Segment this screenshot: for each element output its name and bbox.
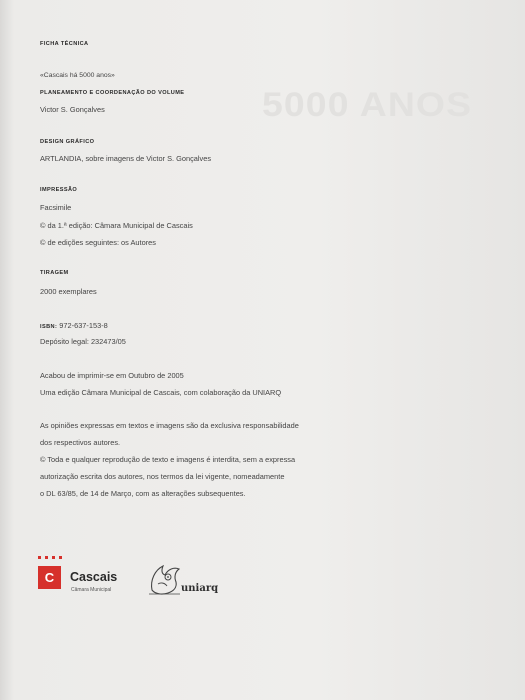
planning-name: Victor S. Gonçalves [40,105,105,114]
run-heading: TIRAGEM [40,270,69,276]
rights-line: As opiniões expressas em textos e imagens são da exclusiva responsabilidade [40,421,299,430]
print-line: Facsimile [40,203,72,212]
isbn-value: 972-637-153-8 [59,321,108,330]
isbn-line [40,321,108,330]
rights-line: o DL 63/85, de 14 de Março, com as alterações subsequentes. [40,489,246,498]
cascais-logo-dots [38,556,62,559]
cascais-logo-subtitle: Câmara Municipal [71,587,112,593]
rights-line: autorização escrita dos autores, nos termos da lei vigente, nomeadamente [40,472,285,481]
isbn-label: ISBN: [40,324,58,330]
print-heading: IMPRESSÃO [40,187,78,193]
run-text: 2000 exemplares [40,287,97,296]
print-line: © da 1.ª edição: Câmara Municipal de Cascais [40,221,193,230]
printed-line: Acabou de imprimir-se em Outubro de 2005 [40,371,184,380]
cascais-logo-name: Cascais [70,570,118,584]
design-heading: DESIGN GRÁFICO [40,139,95,145]
legal-deposit: Depósito legal: 232473/05 [40,337,126,346]
uniarq-owl-icon [146,560,184,598]
volume-title: «Cascais há 5000 anos» [40,72,115,79]
design-text: ARTLANDIA, sobre imagens de Victor S. Gonçalves [40,154,212,163]
colophon-title: FICHA TÉCNICA [40,41,89,47]
printed-line: Uma edição Câmara Municipal de Cascais, com colaboração da UNIARQ [40,388,282,397]
uniarq-logo-name: uniarq [181,583,219,594]
rights-line: © Toda e qualquer reprodução de texto e imagens é interdita, sem a expressa [40,455,296,464]
background-watermark-text: 5000 ANOS [262,86,473,124]
print-line: © de edições seguintes: os Autores [40,238,156,247]
cascais-logo-icon: C [38,566,61,589]
planning-heading: PLANEAMENTO E COORDENAÇÃO DO VOLUME [40,90,185,96]
rights-line: dos respectivos autores. [40,438,121,447]
